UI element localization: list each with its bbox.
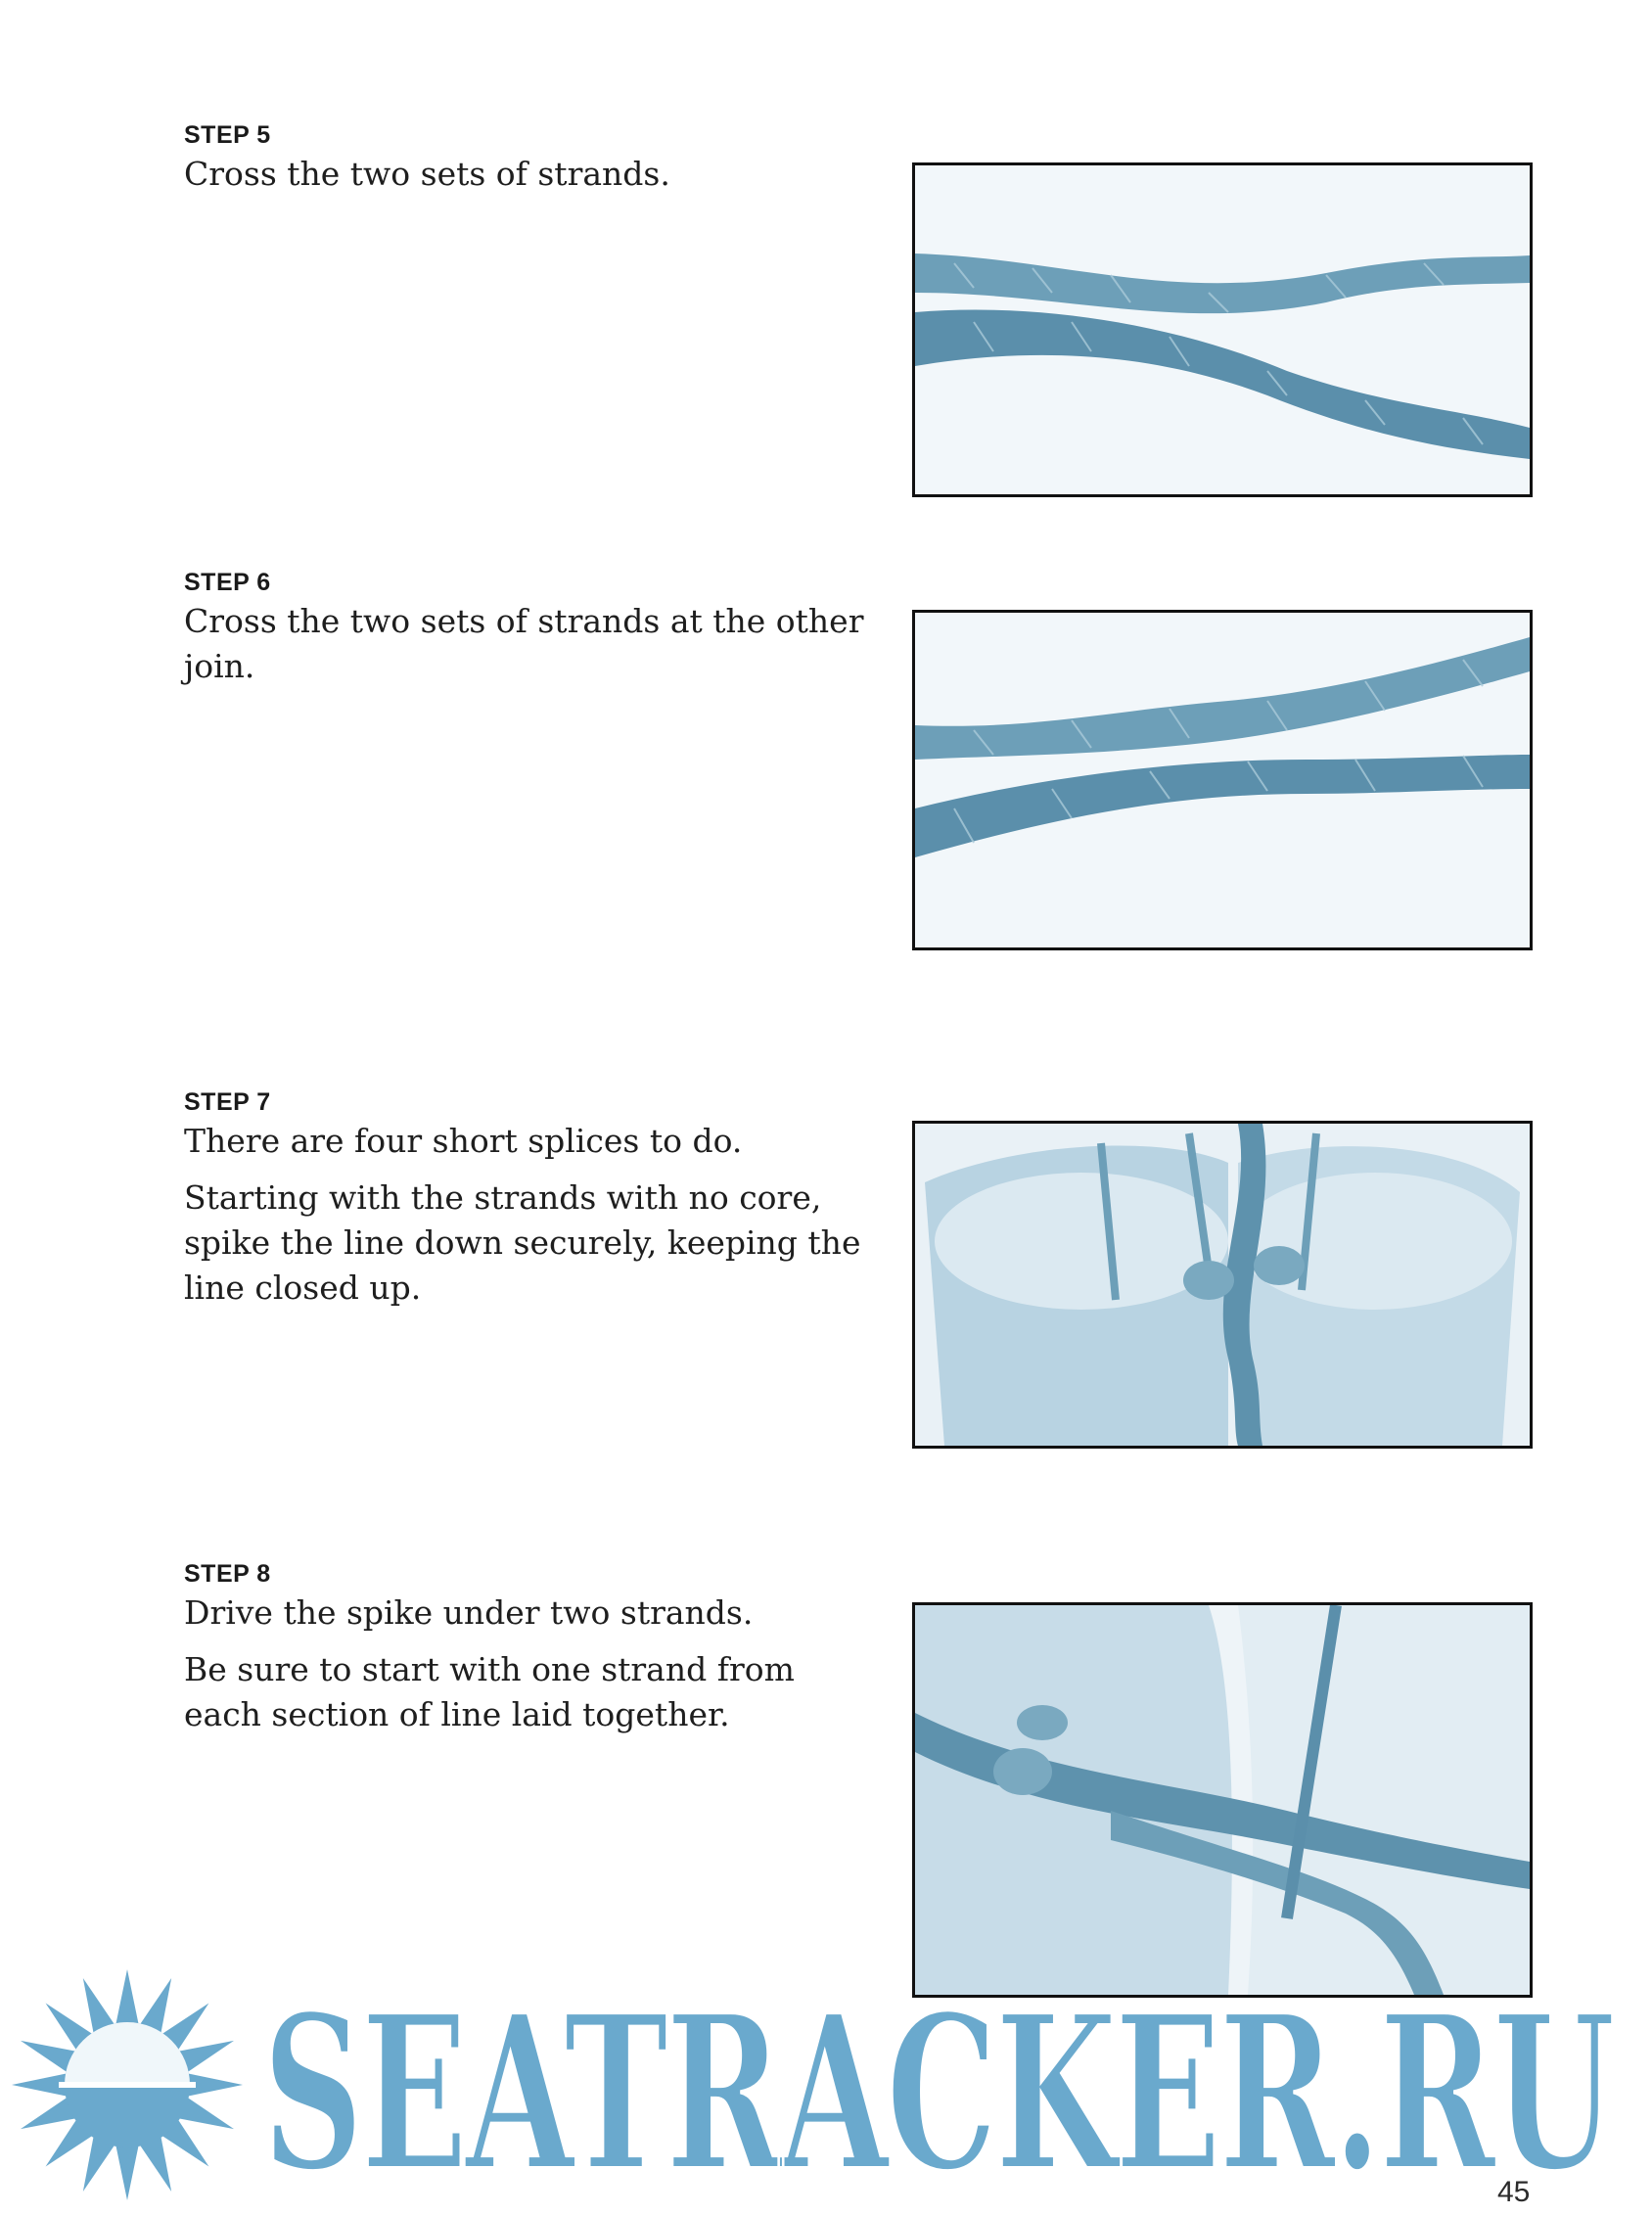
crossed-wire-rope-other-join-photo — [912, 610, 1533, 950]
step-6-text: Cross the two sets of strands at the other join. — [184, 602, 864, 685]
page-number: 45 — [1497, 2176, 1531, 2208]
step-5-section — [184, 121, 869, 208]
step-8-heading: STEP 8 — [184, 1560, 271, 1588]
step-7-text-1: There are four short splices to do. — [184, 1122, 743, 1160]
step-6-section — [184, 569, 869, 701]
step-8-section — [184, 1560, 869, 1749]
step-7-text-2: Starting with the strands with no core, spike the line down securely, keeping the line closed up. — [184, 1178, 861, 1307]
sun-logo-icon — [12, 1969, 243, 2200]
step-7-heading: STEP 7 — [184, 1088, 271, 1116]
crossed-wire-rope-photo — [912, 162, 1533, 497]
spike-under-strands-photo — [912, 1602, 1533, 1998]
step-6-heading: STEP 6 — [184, 569, 271, 596]
step-5-text: Cross the two sets of strands. — [184, 155, 670, 193]
step-7-section — [184, 1088, 869, 1322]
watermark-text: SEATRACKER.RU — [262, 1968, 1613, 2211]
seatracker-watermark — [0, 1967, 1652, 2211]
wire-rope-spiked-on-log-photo — [912, 1121, 1533, 1449]
step-8-text-1: Drive the spike under two strands. — [184, 1593, 754, 1632]
step-5-heading: STEP 5 — [184, 121, 271, 149]
step-8-text-2: Be sure to start with one strand from each section of line laid together. — [184, 1650, 795, 1733]
